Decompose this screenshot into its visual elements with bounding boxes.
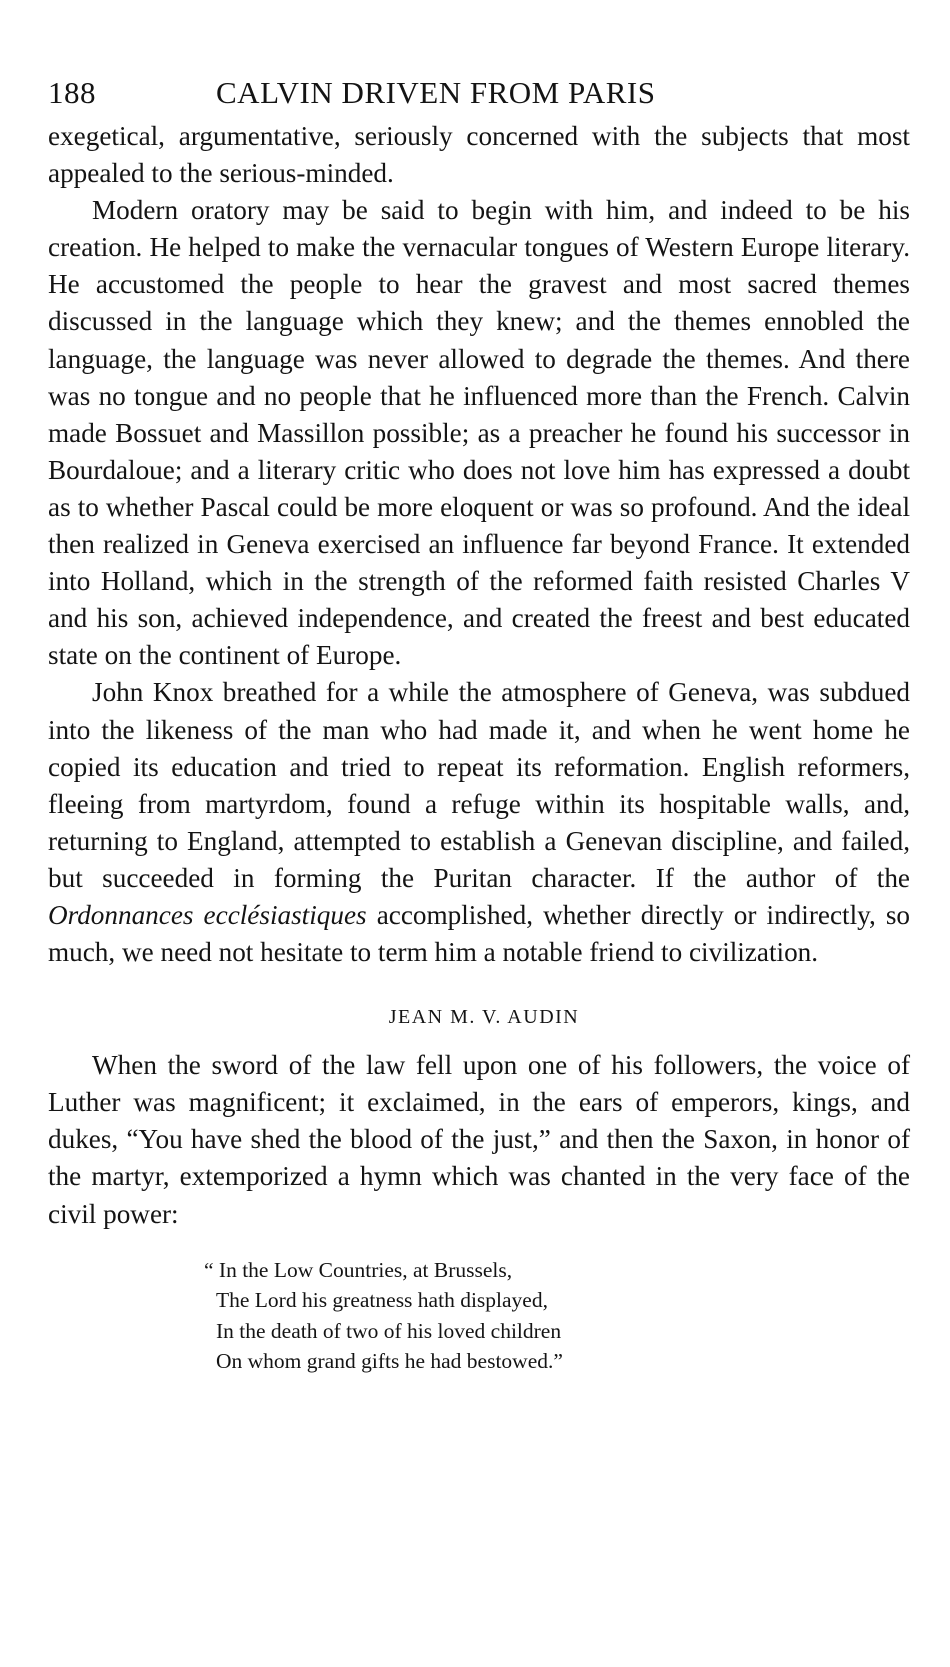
verse-line: The Lord his greatness hath displayed, (216, 1288, 548, 1313)
verse-line: On whom grand gifts he had bestowed.” (216, 1349, 563, 1374)
running-title: CALVIN DRIVEN FROM PARIS (216, 75, 656, 110)
book-page (48, 68, 910, 1377)
paragraph-continuation: exegetical, argumentative, seriously concerned with the subjects that most appealed to the serious-minded. (48, 121, 910, 189)
section-heading-author: JEAN M. V. AUDIN (388, 1006, 580, 1029)
paragraph-john-knox-text-start: John Knox breathed for a while the atmosphere of Geneva, was subdued into the likeness of the man who had made it, and when he went home he copied its education and tried to repeat its reformation. English reformers, fleeing from martyrdom, found a refuge within its hospitable walls, and, returning to England, attempted to establish a Genevan discipline, and failed, but succeeded in forming the Puritan character. If the author of the (48, 677, 910, 893)
hymn-verse (204, 1255, 910, 1377)
verse-line: In the death of two of his loved children (216, 1318, 562, 1343)
verse-line: “ In the Low Countries, at Brussels, (204, 1257, 513, 1282)
paragraph-modern-oratory: Modern oratory may be said to begin with him, and indeed to be his creation. He helped to make the vernacular tongues of Western Europe literary. He accustomed the people to hear the gravest and most sacred themes discussed in the language which they knew; and the themes ennobled the language, the language was never allowed to degrade the themes. And there was no tongue and no people that he influenced more than the French. Calvin made Bossuet and Massillon possible; as a preacher he found his successor in Bourdaloue; and a literary critic who does not love him has expressed a doubt as to whether Pascal could be more eloquent or was so profound. And the ideal then realized in Geneva exercised an influence far beyond France. It extended into Holland, which in the strength of the reformed faith resisted Charles V and his son, achieved independence, and created the freest and best educated state on the continent of Europe. (48, 195, 910, 671)
paragraph-john-knox (48, 674, 910, 971)
italic-title-ordonnances: Ordonnances ecclésiastiques (48, 899, 367, 930)
running-header (48, 68, 910, 118)
body-text (48, 118, 910, 1377)
paragraph-john-knox-text-end: accomplished, whether directly or indirectly, so much, we need not hesitate to term him a notable friend to civilization. (48, 899, 910, 968)
paragraph-luther: When the sword of the law fell upon one of his followers, the voice of Luther was magnificent; it exclaimed, in the ears of emperors, kings, and dukes, “You have shed the blood of the just,” and then the Saxon, in honor of the martyr, extemporized a hymn which was chanted in the very face of the civil power: (48, 1050, 910, 1229)
page-number: 188 (48, 75, 96, 110)
